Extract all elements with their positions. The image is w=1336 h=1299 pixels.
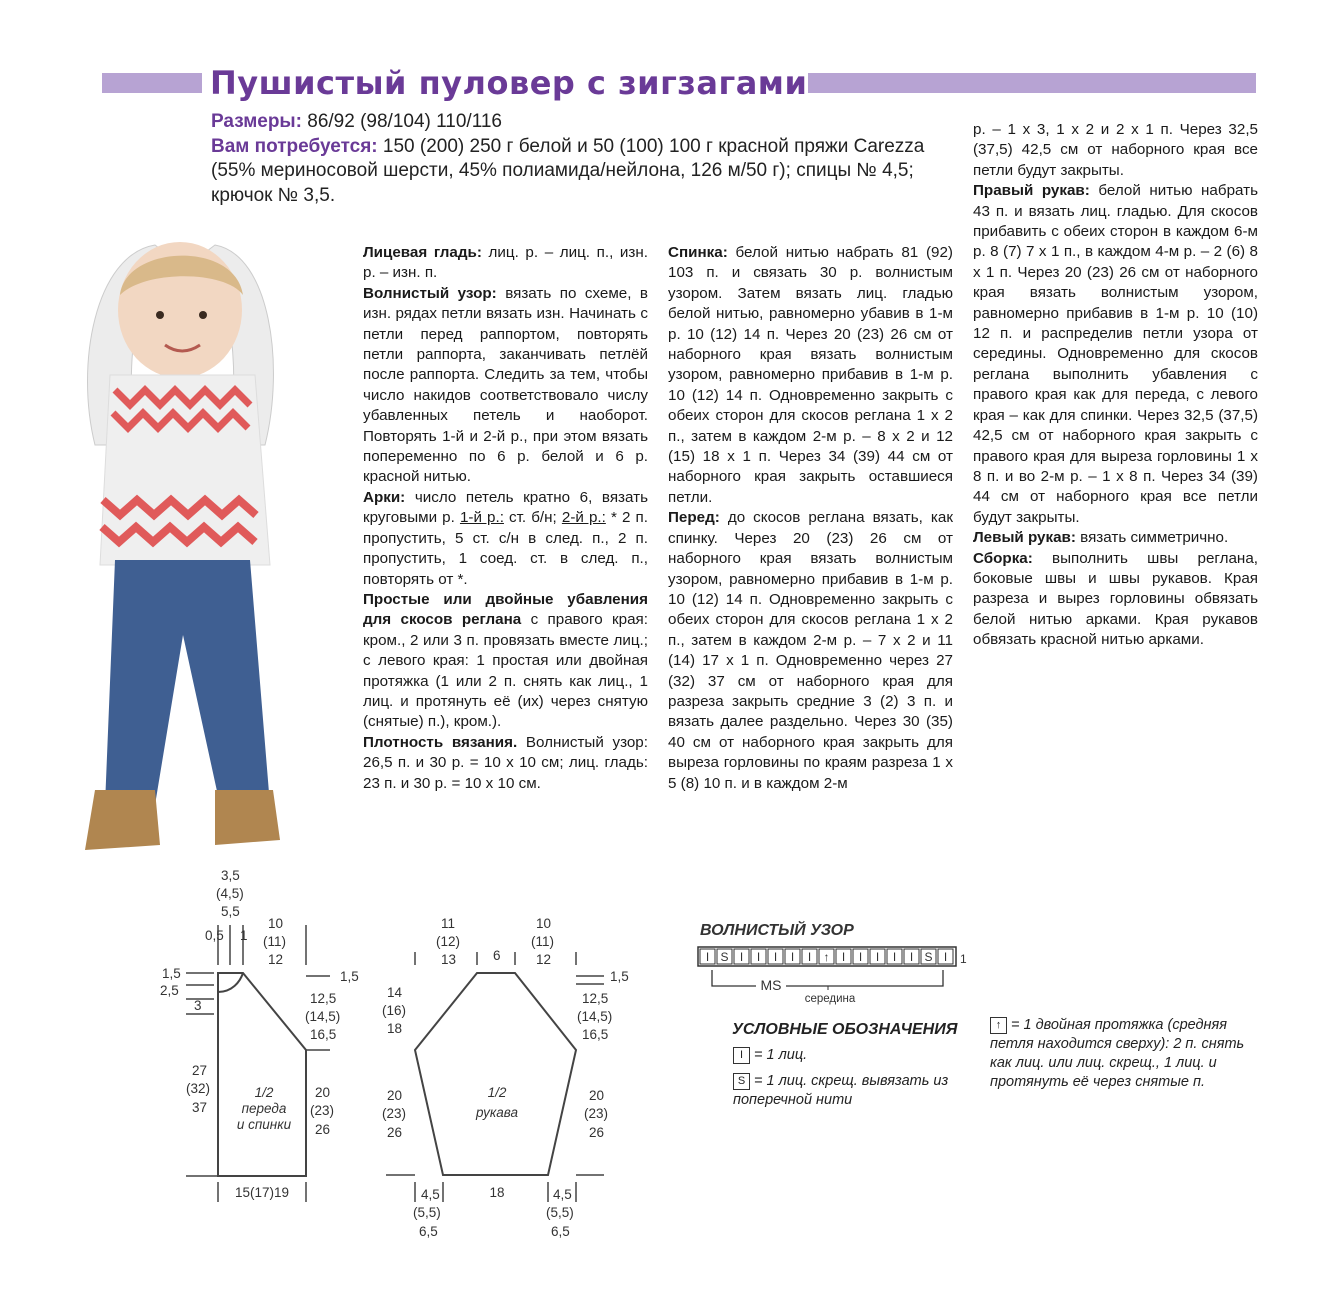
pattern-cell-symbol: S bbox=[720, 950, 729, 964]
front-right-b1: 20 bbox=[315, 1085, 331, 1100]
legend-knit bbox=[733, 1046, 807, 1065]
front-left-15: 1,5 bbox=[162, 966, 181, 981]
front-right-15: 1,5 bbox=[340, 969, 359, 984]
decrease-heading: Простые или двойные убавления для скосов реглана bbox=[363, 590, 648, 629]
front-left-b3: 37 bbox=[192, 1100, 208, 1115]
right-sleeve-text: белой нитью набрать 43 п. и вязать лиц. гладью. Для скосов прибавить с обеих сторон в каждом 6-м р. 8 (7) 7 х 1 п., в каждом 4-м р. – 2 (6) 8 х 1 п. Через 20 (23) 26 см от наборного края вязать волнистым узором, равномерно прибавив в 1-м р. 10 (10) 12 п. и распределив петли узора от середины. Одновременно для скосов реглана выполнить убавления с правого края как для переда, с левого края – как для спинки. Через 32,5 (37,5) 42,5 см от наборного края закрыть с правого края для выреза горловины 1 х 8 п. и во 2-м р. – 1 х 8 п. Через 34 (39) 44 см от наборного края все петли будут закрыты. bbox=[973, 182, 1259, 526]
arches-text-b: ст. б/н; bbox=[509, 509, 557, 527]
sleeve-top-right-1: 10 bbox=[536, 916, 552, 931]
sleeve-left-b3: 26 bbox=[387, 1125, 403, 1140]
pattern-cell-symbol: I bbox=[841, 950, 846, 964]
sleeve-top-right-2: (11) bbox=[531, 934, 555, 949]
sleeve-top-left-2: (12) bbox=[436, 934, 461, 949]
legend-decrease bbox=[990, 1016, 1260, 1092]
knit-stitch-text: лиц. р. – лиц. п., изн. р. – изн. п. bbox=[363, 244, 648, 282]
front-back-labels bbox=[160, 868, 359, 1200]
sleeve-bottom-right-2: (5,5) bbox=[546, 1205, 574, 1220]
sleeve-bottom-left-1: 4,5 bbox=[421, 1187, 440, 1202]
front-right-a1: 12,5 bbox=[310, 991, 337, 1006]
double-decrease-symbol-icon: ↑ bbox=[990, 1017, 1007, 1034]
back-text: белой нитью набрать 81 (92) 103 п. и связать 30 р. волнистым узором. Затем вязать лиц. гладью белой нитью, равномерно убавив в 1-м р. 10 (12) 14 п. Через 20 (23) 26 см от наборного края вязать волнистым узором, равномерно прибавив в 1-м р. 10 (12) 14 п. Одновременно закрыть с обеих сторон для скосов реглана 1 х 2 п., затем в каждом 2-м р. – 8 х 2 и 12 (15) 18 х 1 п. Через 34 (39) 44 см от наборного края закрыть оставшиеся петли. bbox=[668, 244, 953, 506]
sleeve-bottom-mid: 18 bbox=[489, 1185, 505, 1200]
front-top-05: 0,5 bbox=[205, 928, 224, 943]
front-top-right-3: 12 bbox=[268, 952, 284, 967]
arches-row1: 1-й р.: bbox=[459, 509, 504, 527]
front-top-right-1: 10 bbox=[268, 916, 284, 931]
wave-pattern-text: вязать по схеме, в изн. рядах петли вязать изн. Начинать с петли перед раппортом, повторять петли раппорта, заканчивать петлёй после раппорта. Следить за тем, чтобы число накидов соответствовало числу убавленных петель и наоборот. Повторять 1-й и 2-й р., при этом вязать попеременно по 6 р. белой и 6 р. красной нитью. bbox=[363, 284, 648, 486]
sleeve-right-a3: 16,5 bbox=[582, 1027, 609, 1042]
pattern-cell-symbol: I bbox=[875, 950, 880, 964]
text-column-1 bbox=[363, 243, 648, 794]
text-column-2 bbox=[668, 243, 953, 794]
legend-twist-text: = 1 лиц. скрещ. вывязать из поперечной нити bbox=[733, 1073, 949, 1108]
front-right-b2: (23) bbox=[310, 1103, 335, 1118]
arches-text-c: * 2 п. пропустить, 5 ст. с/н в след. п., 2 п. пропустить, 1 соед. ст. в след. п., повторять от *. bbox=[363, 509, 648, 588]
arches-text-a: число петель кратно 6, вязать круговыми р. bbox=[363, 488, 648, 527]
pattern-cell-symbol: I bbox=[892, 950, 897, 964]
pattern-cell-symbol: I bbox=[858, 950, 863, 964]
sleeve-right-b1: 20 bbox=[589, 1088, 605, 1103]
sleeve-bottom-left-2: (5,5) bbox=[413, 1205, 441, 1220]
front-label-2: переда bbox=[241, 1101, 287, 1116]
front-label-3: и спинки bbox=[236, 1117, 292, 1132]
header-block bbox=[211, 110, 971, 208]
pattern-cell-symbol: I bbox=[773, 950, 778, 964]
front-top-left-2: (4,5) bbox=[216, 886, 244, 901]
sleeve-bottom-left-3: 6,5 bbox=[419, 1224, 438, 1239]
arches-heading: Арки: bbox=[363, 488, 406, 506]
wave-pattern-heading: Волнистый узор: bbox=[363, 284, 497, 302]
sizes-value: 86/92 (98/104) 110/116 bbox=[307, 111, 502, 132]
front-left-3: 3 bbox=[194, 998, 202, 1013]
wave-pattern-chart bbox=[698, 919, 967, 1005]
sleeve-left-a2: (16) bbox=[382, 1003, 407, 1018]
front-right-a3: 16,5 bbox=[310, 1027, 337, 1042]
pattern-cell-symbol: I bbox=[790, 950, 795, 964]
front-left-b2: (32) bbox=[186, 1081, 211, 1096]
front-left-25: 2,5 bbox=[160, 983, 179, 998]
knit-symbol-icon: I bbox=[733, 1047, 750, 1064]
front-right-b3: 26 bbox=[315, 1122, 331, 1137]
legend-title: УСЛОВНЫЕ ОБОЗНАЧЕНИЯ bbox=[732, 1021, 958, 1038]
decrease-text: с правого края: кром., 2 или 3 п. провязать вместе лиц.; с левого края: 1 простая или двойная протяжка (1 или 2 п. снять как лиц., 1 лиц. и протянуть её (их) через снятую (снятые) п.), кром.). bbox=[363, 611, 648, 731]
front-text: до скосов реглана вязать, как спинку. Через 20 (23) 26 см от наборного края вязать волнистым узором, равномерно прибавив в 1-м р. 10 (12) 14 п. Одновременно закрыть с обеих сторон для скосов реглана 1 х 2 п., затем в каждом 2-м р. – 7 х 2 и 11 (14) 17 х 1 п. Одновременно через 27 (32) 37 см от наборного края для разреза закрыть средние 3 (2) 3 п. и вязать далее раздельно. Через 30 (35) 40 см от наборного края закрыть для выреза горловины по краям разреза 1 х 5 (8) 10 п. и в каждом 2-м bbox=[668, 509, 953, 792]
knit-stitch-heading: Лицевая гладь: bbox=[363, 244, 482, 261]
sleeve-right-b3: 26 bbox=[589, 1125, 605, 1140]
sleeve-right-a1: 12,5 bbox=[582, 991, 609, 1006]
pattern-cell-symbol: I bbox=[705, 950, 710, 964]
sleeve-right-b2: (23) bbox=[584, 1106, 609, 1121]
sleeve-left-b2: (23) bbox=[382, 1106, 407, 1121]
pattern-ms: MS bbox=[760, 977, 782, 993]
sleeve-left-a3: 18 bbox=[387, 1021, 403, 1036]
gauge-text: Волнистый узор: 26,5 п. и 30 р. = 10 х 10 см; лиц. гладь: 23 п. и 30 р. = 10 х 10 см. bbox=[363, 733, 648, 792]
pattern-cell-symbol: S bbox=[924, 950, 933, 964]
pattern-cell-symbol: I bbox=[739, 950, 744, 964]
front-back-schematic bbox=[186, 925, 330, 1202]
pattern-title: ВОЛНИСТЫЙ УЗОР bbox=[700, 922, 854, 939]
assembly-heading: Сборка: bbox=[973, 549, 1033, 567]
sleeve-top-mid: 6 bbox=[493, 948, 501, 963]
pattern-cell-symbol: I bbox=[807, 950, 812, 964]
back-heading: Спинка: bbox=[668, 244, 728, 261]
front-top-1: 1 bbox=[240, 928, 248, 943]
pattern-middle: середина bbox=[804, 993, 856, 1005]
left-sleeve-heading: Левый рукав: bbox=[973, 529, 1076, 547]
pattern-cell-symbol: I bbox=[909, 950, 914, 964]
pattern-row-number: 1 bbox=[960, 952, 967, 966]
materials-label: Вам потребуется: bbox=[211, 135, 378, 157]
sizes-label: Размеры: bbox=[211, 111, 302, 132]
title-bar-right bbox=[808, 73, 1256, 93]
assembly-text: выполнить швы реглана, боковые швы и швы рукавов. Края разреза и вырез горловины обвязать белой нитью арками. Края рукавов обвязать красной нитью арками. bbox=[973, 549, 1258, 649]
front-top-right-2: (11) bbox=[263, 934, 287, 949]
front-text-cont: р. – 1 х 3, 1 х 2 и 2 х 1 п. Через 32,5 (37,5) 42,5 см от наборного края все петли будут закрыты. bbox=[973, 121, 1258, 179]
front-top-left-1: 3,5 bbox=[221, 868, 240, 883]
child-photo bbox=[55, 215, 305, 870]
pattern-cell-symbol: ↑ bbox=[823, 950, 830, 964]
materials-value: 150 (200) 250 г белой и 50 (100) 100 г красной пряжи Carezza (55% мериносовой шерсти, 45% полиамида/нейлона, 126 м/50 г); спицы № 4,5; крючок № 3,5. bbox=[211, 135, 925, 206]
sleeve-labels bbox=[382, 916, 629, 1239]
front-label-1: 1/2 bbox=[254, 1085, 274, 1100]
front-top-left-3: 5,5 bbox=[221, 904, 240, 919]
pattern-cell-symbol: I bbox=[943, 950, 948, 964]
sleeve-left-a1: 14 bbox=[387, 985, 403, 1000]
left-sleeve-text: вязать симметрично. bbox=[1080, 529, 1229, 547]
pattern-cell-symbol: I bbox=[756, 950, 761, 964]
front-heading: Перед: bbox=[668, 509, 720, 527]
sleeve-bottom-right-3: 6,5 bbox=[551, 1224, 570, 1239]
legend-knit-text: = 1 лиц. bbox=[754, 1047, 808, 1063]
arches-row2: 2-й р.: bbox=[561, 509, 606, 527]
sleeve-left-b1: 20 bbox=[387, 1088, 403, 1103]
sleeve-label-2: рукава bbox=[476, 1105, 518, 1120]
sleeve-top-right-3: 12 bbox=[536, 952, 552, 967]
front-left-b1: 27 bbox=[192, 1063, 208, 1078]
sleeve-schematic bbox=[386, 952, 604, 1202]
sleeve-right-a2: (14,5) bbox=[577, 1009, 613, 1024]
sleeve-top-left-1: 11 bbox=[441, 916, 456, 931]
page-title: Пушистый пуловер с зигзагами bbox=[210, 64, 808, 102]
sleeve-bottom-right-1: 4,5 bbox=[553, 1187, 572, 1202]
sleeve-label-1: 1/2 bbox=[487, 1085, 507, 1100]
text-column-3 bbox=[973, 120, 1258, 651]
twisted-knit-symbol-icon: S bbox=[733, 1073, 750, 1090]
legend-twist bbox=[733, 1072, 973, 1110]
sleeve-right-15: 1,5 bbox=[610, 969, 629, 984]
right-sleeve-heading: Правый рукав: bbox=[973, 182, 1090, 200]
front-bottom: 15(17)19 bbox=[234, 1185, 290, 1200]
title-bar-left bbox=[102, 73, 202, 93]
front-right-a2: (14,5) bbox=[305, 1009, 341, 1024]
pattern-cells bbox=[700, 949, 953, 964]
sleeve-top-left-3: 13 bbox=[441, 952, 457, 967]
legend-decrease-text: = 1 двойная протяжка (средняя петля находится сверху): 2 п. снять как лиц. или лиц. скрещ., 1 лиц. и протянуть её через снятые п. bbox=[990, 1017, 1245, 1090]
gauge-heading: Плотность вязания. bbox=[363, 733, 518, 751]
